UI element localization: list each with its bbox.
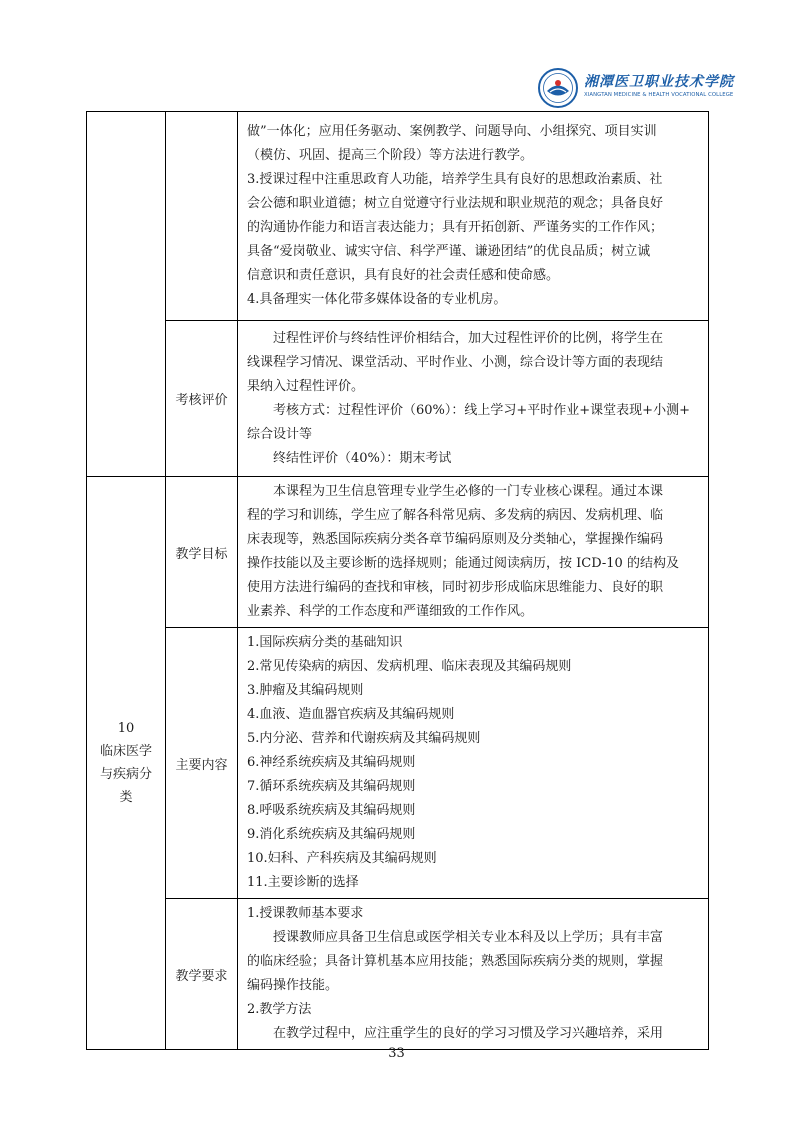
list-item: 4.血液、造血器官疾病及其编码规则 [247, 707, 455, 722]
course-number: 10 [117, 721, 135, 736]
text-line: 终结性评价（40%）：期末考试 [273, 450, 452, 466]
objectives-cell [238, 477, 709, 628]
assessment-cell [238, 321, 709, 477]
course-name-line: 类 [119, 790, 133, 805]
table-row-assessment [87, 321, 709, 477]
text-line: 2.教学方法 [247, 1002, 312, 1017]
list-item: 3.肿瘤及其编码规则 [247, 683, 364, 698]
list-item: 8.呼吸系统疾病及其编码规则 [247, 803, 416, 818]
category-cell-empty [166, 112, 238, 321]
page-number: 33 [388, 1046, 405, 1061]
text-line: 床表现等，熟悉国际疾病分类各章节编码原则及分类轴心，掌握操作编码 [247, 532, 664, 547]
course-table [86, 111, 709, 1050]
text-line: 综合设计等 [247, 426, 313, 442]
text-line: 过程性评价与终结性评价相结合，加大过程性评价的比例，将学生在 [273, 330, 664, 346]
course-name-line: 与疾病分 [99, 767, 152, 782]
content-label: 主要内容 [166, 628, 238, 899]
text-line: 本课程为卫生信息管理专业学生必修的一门专业核心课程。通过本课 [273, 484, 664, 499]
text-line: 使用方法进行编码的查找和审核，同时初步形成临床思维能力、良好的职 [247, 580, 664, 595]
school-emblem-icon [538, 68, 578, 108]
table-row-content [87, 628, 709, 899]
text-line: 4.具备理实一体化带多媒体设备的专业机房。 [247, 292, 507, 307]
list-item: 1.国际疾病分类的基础知识 [247, 635, 403, 650]
school-name-cn: 湘潭医卫职业技术学院 [584, 74, 734, 90]
text-line: （模仿、巩固、提高三个阶段）等方法进行教学。 [247, 148, 534, 163]
text-line: 编码操作技能。 [247, 978, 339, 993]
requirements-cell [238, 899, 709, 1050]
text-line: 3.授课过程中注重思政育人功能，培养学生具有良好的思想政治素质、社 [247, 172, 663, 187]
list-item: 7.循环系统疾病及其编码规则 [247, 779, 416, 794]
course-cell-previous [87, 112, 166, 477]
text-line: 考核方式：过程性评价（60%）：线上学习+平时作业+课堂表现+小测+ [273, 402, 690, 418]
text-line: 在教学过程中，应注重学生的良好的学习习惯及学习兴趣培养，采用 [273, 1026, 664, 1041]
text-line: 的沟通协作能力和语言表达能力；具有开拓创新、严谨务实的工作作风； [247, 220, 664, 235]
text-line: 线课程学习情况、课堂活动、平时作业、小测，综合设计等方面的表现结 [247, 354, 664, 370]
teaching-req-cont-cell [238, 112, 709, 321]
text-line: 1.授课教师基本要求 [247, 906, 364, 921]
table-row-teaching-req-continued [87, 112, 709, 321]
list-item: 6.神经系统疾病及其编码规则 [247, 755, 416, 770]
text-line: 具备“爱岗敬业、诚实守信、科学严谨、谦逊团结”的优良品质；树立诚 [247, 244, 651, 259]
text-line: 会公德和职业道德；树立自觉遵守行业法规和职业规范的观念；具备良好 [247, 196, 664, 211]
assessment-label: 考核评价 [166, 321, 238, 477]
text-line: 信意识和责任意识，具有良好的社会责任感和使命感。 [247, 268, 560, 283]
list-item: 10.妇科、产科疾病及其编码规则 [247, 851, 437, 866]
text-line: 程的学习和训练，学生应了解各科常见病、多发病的病因、发病机理、临 [247, 508, 664, 523]
list-item: 5.内分泌、营养和代谢疾病及其编码规则 [247, 731, 481, 746]
requirements-label: 教学要求 [166, 899, 238, 1050]
course-name-line: 临床医学 [99, 744, 152, 759]
course-name-cell [87, 477, 166, 1050]
text-line: 业素养、科学的工作态度和严谨细致的工作作风。 [247, 604, 534, 619]
school-name-en: XIANGTAN MEDICINE & HEALTH VOCATIONAL COLLEGE [584, 92, 734, 98]
school-logo [538, 68, 734, 108]
text-line: 操作技能以及主要诊断的选择规则；能通过阅读病历，按 ICD-10 的结构及 [247, 556, 679, 571]
text-line: 的临床经验；具备计算机基本应用技能；熟悉国际疾病分类的规则，掌握 [247, 954, 664, 969]
content-cell [238, 628, 709, 899]
table-row-objectives [87, 477, 709, 628]
list-item: 9.消化系统疾病及其编码规则 [247, 827, 416, 842]
text-line: 授课教师应具备卫生信息或医学相关专业本科及以上学历；具有丰富 [273, 930, 664, 945]
list-item: 11.主要诊断的选择 [247, 875, 359, 890]
text-line: 做”一体化；应用任务驱动、案例教学、问题导向、小组探究、项目实训 [247, 124, 657, 139]
text-line: 果纳入过程性评价。 [247, 378, 365, 394]
table-row-requirements [87, 899, 709, 1050]
list-item: 2.常见传染病的病因、发病机理、临床表现及其编码规则 [247, 659, 572, 674]
objectives-label: 教学目标 [166, 477, 238, 628]
